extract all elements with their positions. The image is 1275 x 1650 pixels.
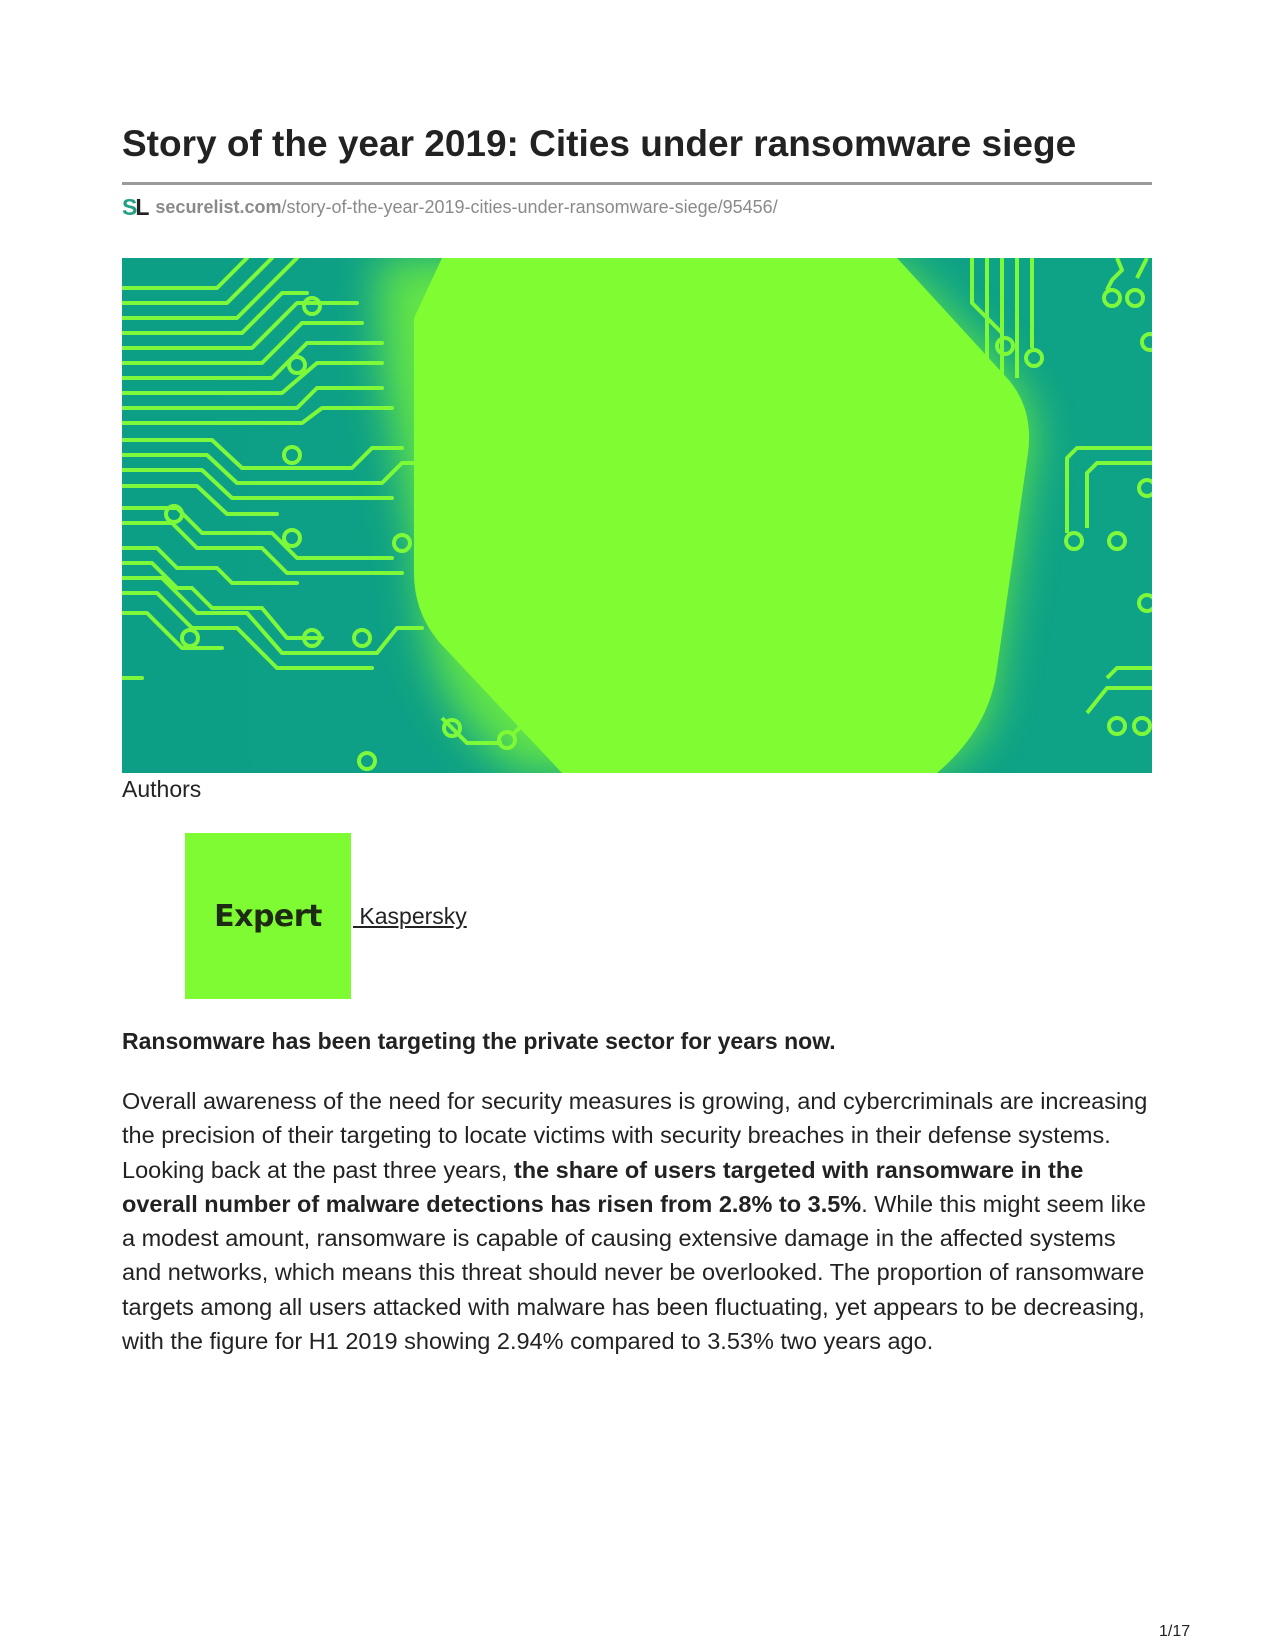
body-paragraph — [122, 1084, 1158, 1358]
expert-badge-label: Expert — [214, 898, 322, 934]
securelist-logo-icon: SL — [122, 193, 148, 220]
lead-sentence: Ransomware has been targeting the private sector for years now. — [122, 1028, 836, 1054]
author-entry — [185, 833, 467, 999]
page-number: 1/17 — [1159, 1623, 1191, 1640]
source-url[interactable] — [122, 193, 778, 220]
body-text-highlight: the share of users targeted with ransomware in the overall number of malware detections has risen from 2.8% to 3.5% — [122, 1156, 1084, 1217]
body-text-part2: . While this might seem like a modest amount, ransomware is capable of causing extensive damage in the affected systems and networks, which means this threat should never be overlooked. The proportion of ransomware targets among all users attacked with malware has been fluctuating, yet appears to be decreasing, with the figure for H1 2019 showing 2.94% compared to 3.53% two years ago. — [122, 1190, 1146, 1355]
expert-avatar — [185, 833, 351, 999]
authors-heading: Authors — [122, 776, 202, 802]
author-name-link[interactable]: Kaspersky — [353, 902, 467, 929]
hero-image — [122, 258, 1152, 773]
body-text-part1: Overall awareness of the need for security measures is growing, and cybercriminals are increasing the precision of their targeting to locate victims with security breaches in their defense systems. Looking back at the past three years, — [122, 1088, 1148, 1183]
source-path[interactable]: /story-of-the-year-2019-cities-under-ransomware-siege/95456/ — [281, 196, 778, 217]
title-divider — [122, 182, 1152, 185]
page-title: Story of the year 2019: Cities under ransomware siege — [122, 123, 1077, 164]
source-domain[interactable]: securelist.com — [155, 196, 282, 217]
